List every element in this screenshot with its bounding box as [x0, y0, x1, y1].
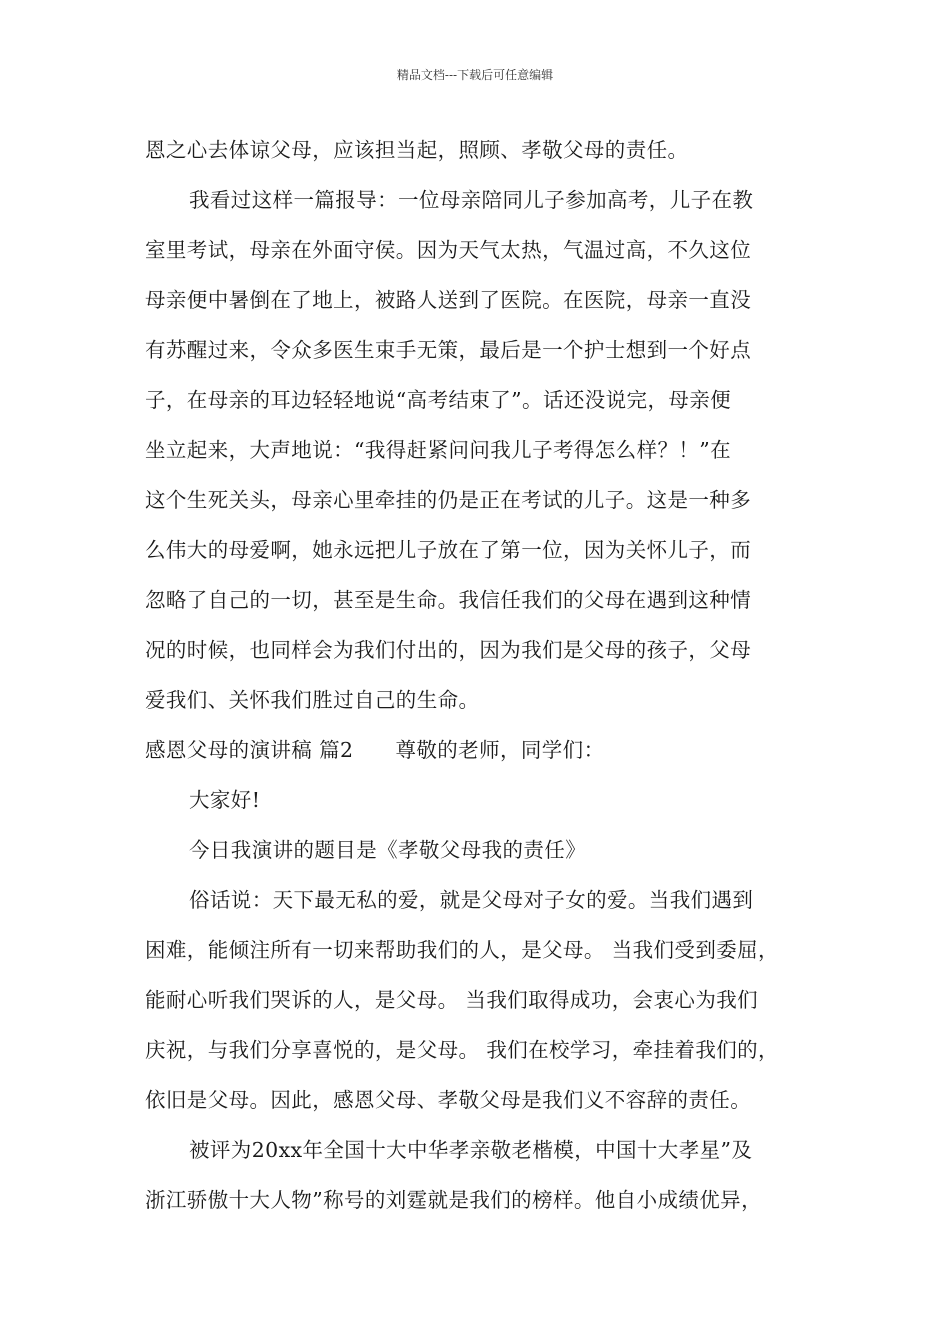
paragraph-line: 我看过这样一篇报导：一位母亲陪同儿子参加高考，儿子在教 [189, 188, 754, 212]
paragraph-line: 能耐心听我们哭诉的人，是父母。 当我们取得成功，会衷心为我们 [145, 988, 759, 1012]
paragraph-line: 庆祝，与我们分享喜悦的，是父母。 我们在校学习，牵挂着我们的， [145, 1038, 779, 1062]
paragraph-line: 今日我演讲的题目是《孝敬父母我的责任》 [189, 838, 587, 862]
paragraph-line: 么伟大的母爱啊，她永远把儿子放在了第一位，因为关怀儿子，而 [145, 538, 752, 562]
paragraph-line: 恩之心去体谅父母，应该担当起，照顾、孝敬父母的责任。 [145, 138, 689, 162]
paragraph-line: 依旧是父母。因此，感恩父母、孝敬父母是我们义不容辞的责任。 [145, 1088, 752, 1112]
paragraph-line: 室里考试，母亲在外面守侯。因为天气太热，气温过高，不久这位 [145, 238, 752, 262]
paragraph-line: 坐立起来，大声地说：“我得赶紧问问我儿子考得怎么样？！”在 [145, 438, 732, 462]
paragraph-line: 俗话说：天下最无私的爱，就是父母对子女的爱。当我们遇到 [189, 888, 754, 912]
paragraph-line: 况的时候，也同样会为我们付出的，因为我们是父母的孩子，父母 [145, 638, 752, 662]
paragraph-line: 困难，能倾注所有一切来帮助我们的人，是父母。 当我们受到委屈， [145, 938, 779, 962]
section-greeting: 尊敬的老师，同学们： [395, 738, 605, 762]
paragraph-line: 有苏醒过来，令众多医生束手无策，最后是一个护士想到一个好点 [145, 338, 752, 362]
document-body [145, 125, 825, 1225]
paragraph-line: 浙江骄傲十大人物”称号的刘霆就是我们的榜样。他自小成绩优异， [145, 1188, 762, 1212]
paragraph-line: 被评为20xx年全国十大中华孝亲敬老楷模，中国十大孝星”及 [189, 1138, 753, 1162]
section-heading [145, 725, 825, 775]
page-header: 精品文档---下载后可任意编辑 [396, 68, 554, 82]
paragraph-line: 母亲便中暑倒在了地上，被路人送到了医院。在医院，母亲一直没 [145, 288, 752, 312]
paragraph-line: 大家好! [189, 788, 261, 812]
paragraph-line: 子，在母亲的耳边轻轻地说“高考结束了”。话还没说完，母亲便 [145, 388, 732, 412]
section-title: 感恩父母的演讲稿 篇2 [145, 738, 354, 762]
paragraph-line: 爱我们、关怀我们胜过自己的生命。 [145, 688, 480, 712]
paragraph-line: 这个生死关头，母亲心里牵挂的仍是正在考试的儿子。这是一种多 [145, 488, 752, 512]
paragraph-line: 忽略了自己的一切，甚至是生命。我信任我们的父母在遇到这种情 [145, 588, 752, 612]
